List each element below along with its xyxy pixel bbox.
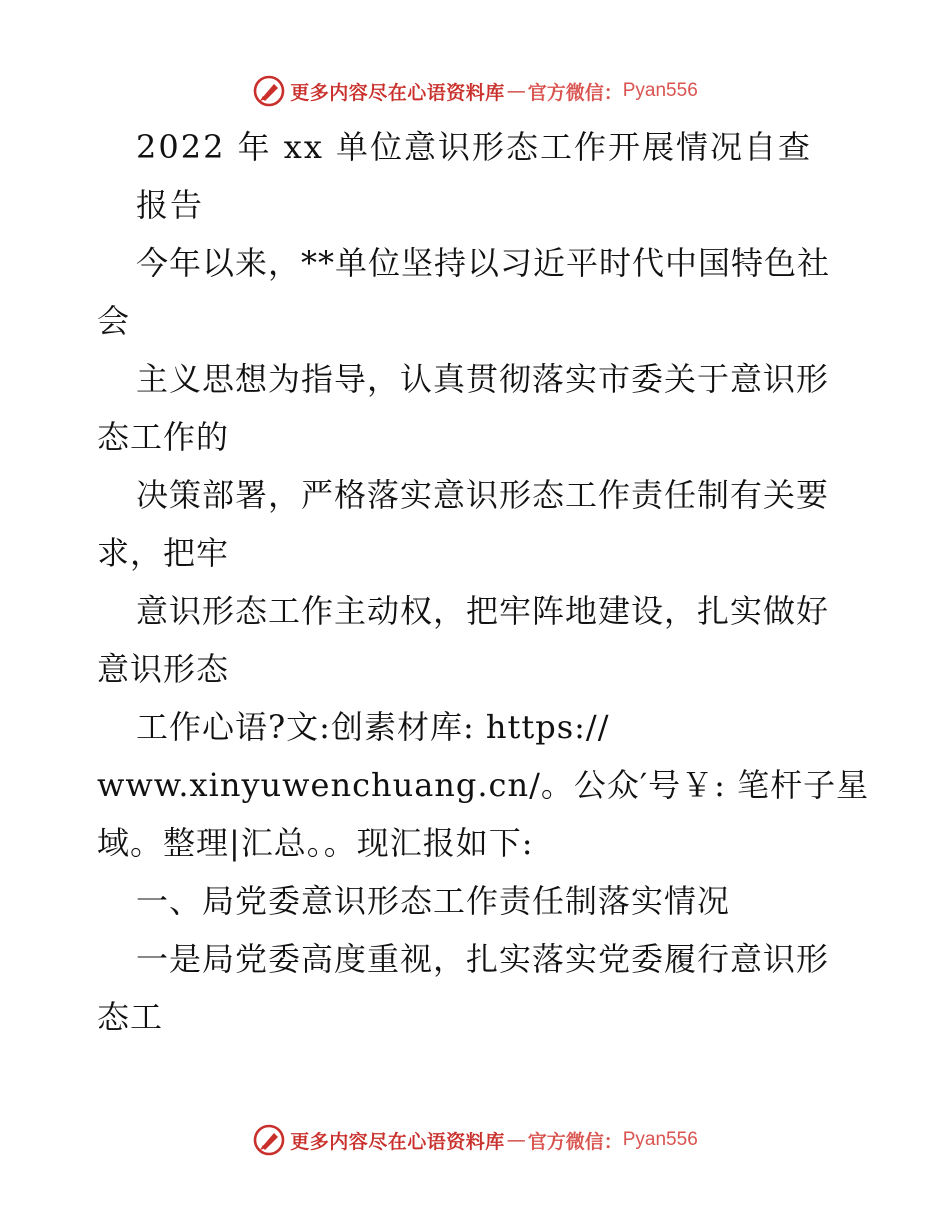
paragraph-line: 工作心语?文:创素材库: https:// bbox=[136, 708, 610, 746]
paragraph-line: 求，把牢 bbox=[97, 534, 230, 572]
pen-nib-logo-icon bbox=[252, 74, 286, 108]
document-body bbox=[97, 118, 870, 1046]
paragraph-line: 会 bbox=[97, 302, 131, 340]
watermark-contact-label: 官方微信： bbox=[527, 81, 623, 104]
watermark-text: 更多内容尽在心语资料库 bbox=[290, 81, 505, 104]
paragraph-line: 态工 bbox=[97, 998, 164, 1036]
watermark-separator: — bbox=[506, 80, 526, 102]
watermark-text: 更多内容尽在心语资料库 bbox=[290, 1130, 505, 1153]
watermark-contact-id: Pyan556 bbox=[622, 1129, 698, 1150]
paragraph-line: 域。整理|汇总。。现汇报如下: bbox=[97, 824, 534, 862]
watermark-contact-label: 官方微信： bbox=[527, 1130, 623, 1153]
pen-nib-logo-icon bbox=[252, 1123, 286, 1157]
paragraph-line: 今年以来，**单位坚持以习近平时代中国特色社 bbox=[136, 244, 831, 282]
paragraph-line: 一是局党委高度重视，扎实落实党委履行意识形 bbox=[136, 940, 830, 978]
section-heading: 一、局党委意识形态工作责任制落实情况 bbox=[136, 882, 731, 920]
paragraph-line: 态工作的 bbox=[97, 418, 230, 456]
header-watermark-banner bbox=[0, 71, 950, 111]
document-title-line-1: 2022 年 xx 单位意识形态工作开展情况自查 bbox=[136, 128, 813, 166]
paragraph-line: 意识形态工作主动权，把牢阵地建设，扎实做好 bbox=[136, 592, 830, 630]
document-title-line-2: 报告 bbox=[136, 186, 205, 224]
paragraph-line: 决策部署，严格落实意识形态工作责任制有关要 bbox=[136, 476, 830, 514]
footer-watermark-banner bbox=[0, 1120, 950, 1160]
watermark-separator: — bbox=[506, 1129, 526, 1151]
paragraph-line: 主义思想为指导，认真贯彻落实市委关于意识形 bbox=[136, 360, 830, 398]
watermark-contact-id: Pyan556 bbox=[622, 80, 698, 101]
paragraph-line: 意识形态 bbox=[97, 650, 230, 688]
paragraph-line: www.xinyuwenchuang.cn/。公众′号￥: 笔杆子星 bbox=[97, 766, 870, 804]
